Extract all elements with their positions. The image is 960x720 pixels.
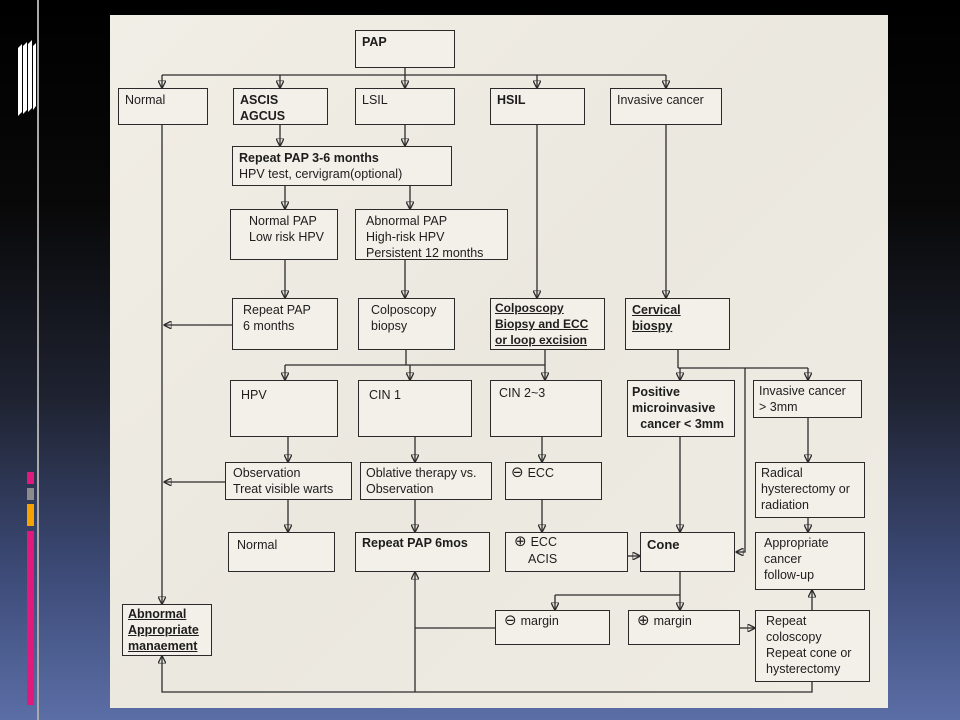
node-repeat-pap-6-months-line-2: 6 months: [243, 319, 295, 333]
node-negative-ecc: [505, 462, 602, 500]
node-negative-margin: [495, 610, 610, 645]
node-positive-ecc-sub: ACIS: [528, 552, 558, 566]
slide-decoration: [0, 0, 60, 720]
node-hsil-label: HSIL: [497, 93, 526, 107]
node-normal-top-label: Normal: [125, 93, 166, 107]
node-abnormal-pap: [355, 209, 508, 260]
node-positive-ecc-label: ECC: [530, 535, 557, 549]
node-radical-line-1: Radical: [761, 466, 803, 480]
node-invasive-cancer-top: [610, 88, 722, 125]
node-abnormal-pap-line-2: High-risk HPV: [366, 230, 445, 244]
slide-decoration-stack-icon: [18, 40, 36, 116]
node-ascus: [233, 88, 328, 125]
node-repeat-coloscopy-line-3: Repeat cone or: [766, 646, 852, 660]
minus-circle-icon: ⊖: [504, 611, 517, 629]
node-repeat-coloscopy-line-4: hysterectomy: [766, 662, 841, 676]
node-hpv-label: HPV: [241, 388, 267, 402]
node-cancer-followup-line-3: follow-up: [764, 568, 815, 582]
node-abnormal-management-line-1: Abnormal: [128, 607, 187, 621]
node-repeat-pap-6-months-line-1: Repeat PAP: [243, 303, 311, 317]
node-oblative-line-2: Observation: [366, 482, 434, 496]
node-normal-top: [118, 88, 208, 125]
node-oblative: [360, 462, 492, 500]
node-microinvasive: [627, 380, 735, 437]
node-ascus-line-2: AGCUS: [240, 109, 286, 123]
node-microinvasive-line-2: microinvasive: [632, 401, 716, 415]
node-normal-bottom: [228, 532, 335, 572]
node-abnormal-pap-line-3: Persistent 12 months: [366, 246, 484, 260]
node-positive-margin-label: margin: [653, 614, 692, 628]
node-repeat-pap-6mos: [355, 532, 490, 572]
node-repeat-coloscopy-line-1: Repeat: [766, 614, 807, 628]
node-radical: [755, 462, 865, 518]
node-cervical-biopsy: [625, 298, 730, 350]
node-repeat-pap-3-6: [232, 146, 452, 186]
node-observation-line-2: Treat visible warts: [233, 482, 334, 496]
node-colposcopy-ecc-line-1: Colposcopy: [495, 301, 564, 315]
node-abnormal-management-line-3: manaement: [128, 639, 198, 653]
node-ascus-line-1: ASCIS: [240, 93, 279, 107]
minus-circle-icon: ⊖: [511, 463, 524, 481]
node-repeat-coloscopy: [755, 610, 870, 682]
node-positive-margin: [628, 610, 740, 645]
node-cervical-biopsy-line-1: Cervical: [632, 303, 681, 317]
node-abnormal-pap-line-1: Abnormal PAP: [366, 214, 448, 228]
node-negative-ecc-label: ECC: [527, 466, 554, 480]
node-repeat-pap-3-6-line-2: HPV test, cervigram(optional): [239, 167, 403, 181]
node-radical-line-3: radiation: [761, 498, 809, 512]
node-cone: [640, 532, 735, 572]
node-colposcopy-ecc-line-3: or loop excision: [495, 333, 588, 347]
node-cervical-biopsy-line-2: biospy: [632, 319, 673, 333]
node-radical-line-2: hysterectomy or: [761, 482, 850, 496]
node-pap-label: PAP: [362, 35, 387, 49]
node-colposcopy-biopsy-line-2: biopsy: [371, 319, 408, 333]
node-cin2-3-label: CIN 2~3: [499, 386, 546, 400]
node-invasive-gt3-line-2: > 3mm: [759, 400, 798, 414]
node-cin1: [358, 380, 472, 437]
node-oblative-line-1: Oblative therapy vs.: [366, 466, 477, 480]
slide-accent-bars: [27, 472, 34, 705]
node-observation: [225, 462, 352, 500]
node-repeat-pap-3-6-line-1: Repeat PAP 3-6 months: [239, 151, 379, 165]
node-cin1-label: CIN 1: [369, 388, 401, 402]
plus-circle-icon: ⊕: [637, 611, 650, 629]
node-cancer-followup: [755, 532, 865, 590]
node-pap: [355, 30, 455, 68]
node-normal-pap-line-2: Low risk HPV: [249, 230, 325, 244]
node-positive-ecc: [505, 532, 628, 572]
node-colposcopy-biopsy: [358, 298, 455, 350]
node-microinvasive-line-1: Positive: [632, 385, 680, 399]
node-repeat-pap-6-months: [232, 298, 338, 350]
node-colposcopy-ecc-line-2: Biopsy and ECC: [495, 317, 589, 331]
node-microinvasive-line-3: cancer < 3mm: [640, 417, 724, 431]
node-normal-pap: [230, 209, 338, 260]
node-invasive-gt3-line-1: Invasive cancer: [759, 384, 846, 398]
node-normal-bottom-label: Normal: [237, 538, 278, 552]
node-lsil: [355, 88, 455, 125]
node-cancer-followup-line-2: cancer: [764, 552, 802, 566]
node-abnormal-management-line-2: Appropriate: [128, 623, 199, 637]
node-hsil: [490, 88, 585, 125]
node-lsil-label: LSIL: [362, 93, 388, 107]
node-invasive-top-label: Invasive cancer: [617, 93, 704, 107]
node-repeat-pap-6mos-label: Repeat PAP 6mos: [362, 536, 468, 550]
node-cin2-3: [490, 380, 602, 437]
node-normal-pap-line-1: Normal PAP: [249, 214, 317, 228]
node-abnormal-management: [122, 604, 212, 656]
node-observation-line-1: Observation: [233, 466, 301, 480]
node-colposcopy-ecc: [490, 298, 605, 350]
node-cone-label: Cone: [647, 537, 680, 552]
node-colposcopy-biopsy-line-1: Colposcopy: [371, 303, 437, 317]
plus-circle-icon: ⊕: [514, 532, 527, 550]
node-negative-margin-label: margin: [520, 614, 559, 628]
node-hpv: [230, 380, 338, 437]
node-cancer-followup-line-1: Appropriate: [764, 536, 829, 550]
node-repeat-coloscopy-line-2: coloscopy: [766, 630, 822, 644]
node-invasive-gt3: [753, 380, 862, 418]
